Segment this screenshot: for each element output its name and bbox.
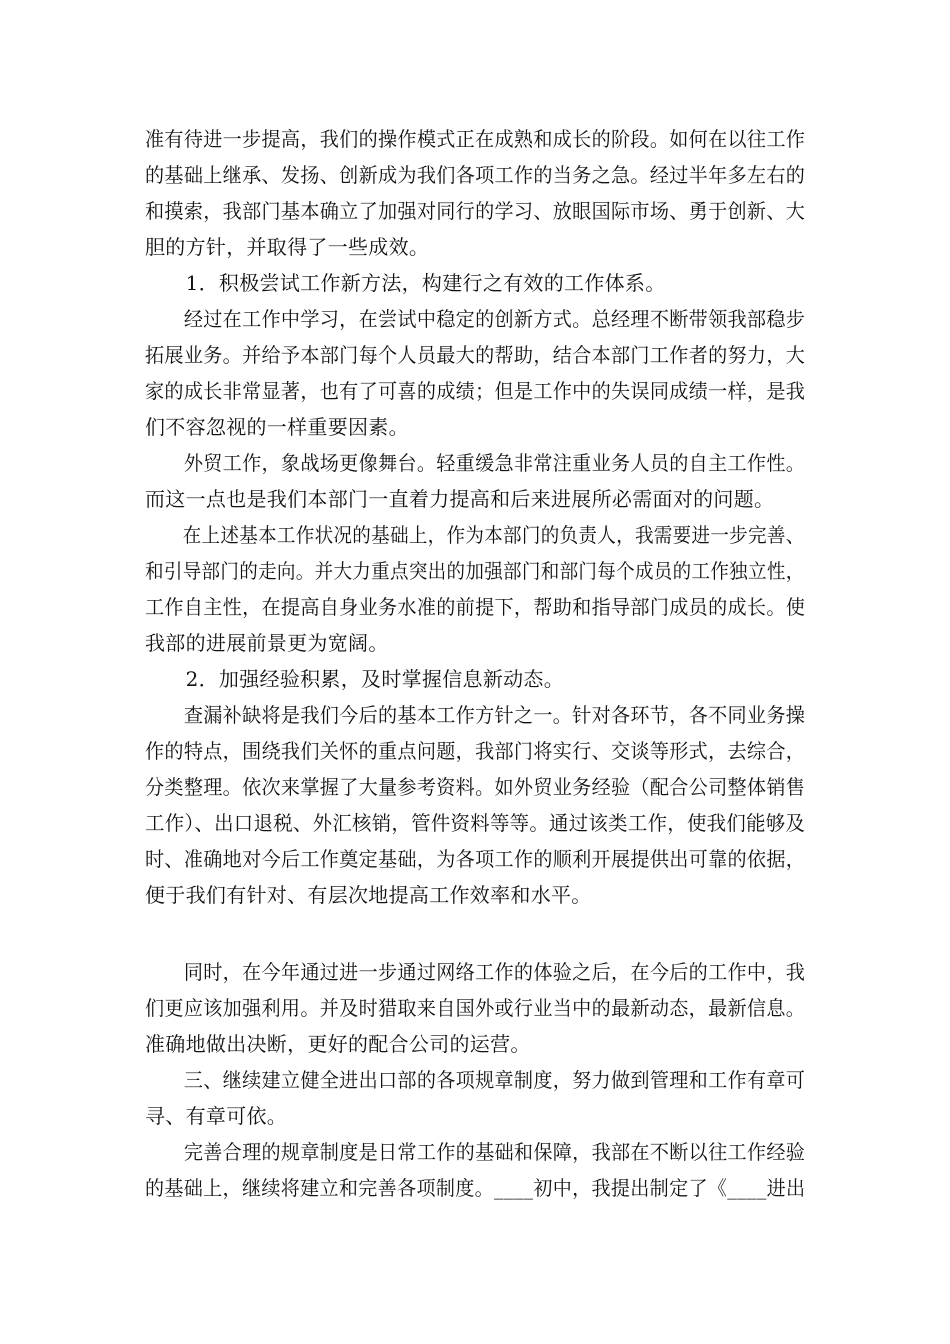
text-line: 准确地做出决断，更好的配合公司的运营。 [145, 1032, 531, 1056]
text-line: 的基础上，继续将建立和完善各项制度。____初中，我提出制定了《____进出 [145, 1176, 806, 1200]
text-line: 准有待进一步提高，我们的操作模式正在成熟和成长的阶段。如何在以往工作 [145, 127, 806, 151]
text-line: 时、准确地对今后工作奠定基础，为各项工作的顺利开展提供出可靠的依据， [145, 847, 806, 871]
text-line: 家的成长非常显著，也有了可喜的成绩；但是工作中的失误同成绩一样，是我 [145, 379, 806, 403]
section-heading: 1．积极尝试工作新方法，构建行之有效的工作体系。 [145, 271, 666, 295]
text-line: 和引导部门的走向。并大力重点突出的加强部门和部门每个成员的工作独立性， [145, 559, 805, 583]
text-line: 工作自主性，在提高自身业务水准的前提下，帮助和指导部门成员的成长。使 [145, 595, 806, 619]
section-heading: 2．加强经验积累，及时掌握信息新动态。 [145, 667, 565, 691]
text-line: 便于我们有针对、有层次地提高工作效率和水平。 [145, 883, 592, 907]
text-line: 们更应该加强利用。并及时猎取来自国外或行业当中的最新动态，最新信息。 [145, 996, 806, 1020]
text-line: 经过在工作中学习，在尝试中稳定的创新方式。总经理不断带领我部稳步 [145, 307, 806, 331]
text-line: 胆的方针，并取得了一些成效。 [145, 235, 430, 259]
text-line: 分类整理。依次来掌握了大量参考资料。如外贸业务经验（配合公司整体销售 [145, 775, 806, 799]
text-line: 在上述基本工作状况的基础上，作为本部门的负责人，我需要进一步完善、 [145, 523, 805, 547]
text-line: 和摸索，我部门基本确立了加强对同行的学习、放眼国际市场、勇于创新、大 [145, 199, 806, 223]
text-line: 查漏补缺将是我们今后的基本工作方针之一。针对各环节，各不同业务操 [145, 703, 806, 727]
text-line: 寻、有章可依。 [145, 1104, 288, 1128]
text-line: 的基础上继承、发扬、创新成为我们各项工作的当务之急。经过半年多左右的 [145, 163, 806, 187]
text-line: 拓展业务。并给予本部门每个人员最大的帮助，结合本部门工作者的努力，大 [145, 343, 806, 367]
text-line: 同时，在今年通过进一步通过网络工作的体验之后，在今后的工作中，我 [145, 960, 806, 984]
text-line: 外贸工作，象战场更像舞台。轻重缓急非常注重业务人员的自主工作性。 [145, 451, 806, 475]
text-line: 我部的进展前景更为宽阔。 [145, 631, 389, 655]
text-line: 们不容忽视的一样重要因素。 [145, 415, 409, 439]
section-heading: 三、继续建立健全进出口部的各项规章制度，努力做到管理和工作有章可 [145, 1068, 806, 1092]
text-line: 而这一点也是我们本部门一直着力提高和后来进展所必需面对的问题。 [145, 487, 775, 511]
text-line: 作的特点，围绕我们关怀的重点问题，我部门将实行、交谈等形式，去综合， [145, 739, 806, 763]
text-line: 完善合理的规章制度是日常工作的基础和保障，我部在不断以往工作经验 [145, 1140, 806, 1164]
text-line: 工作）、出口退税、外汇核销，管件资料等等。通过该类工作，使我们能够及 [145, 811, 806, 835]
